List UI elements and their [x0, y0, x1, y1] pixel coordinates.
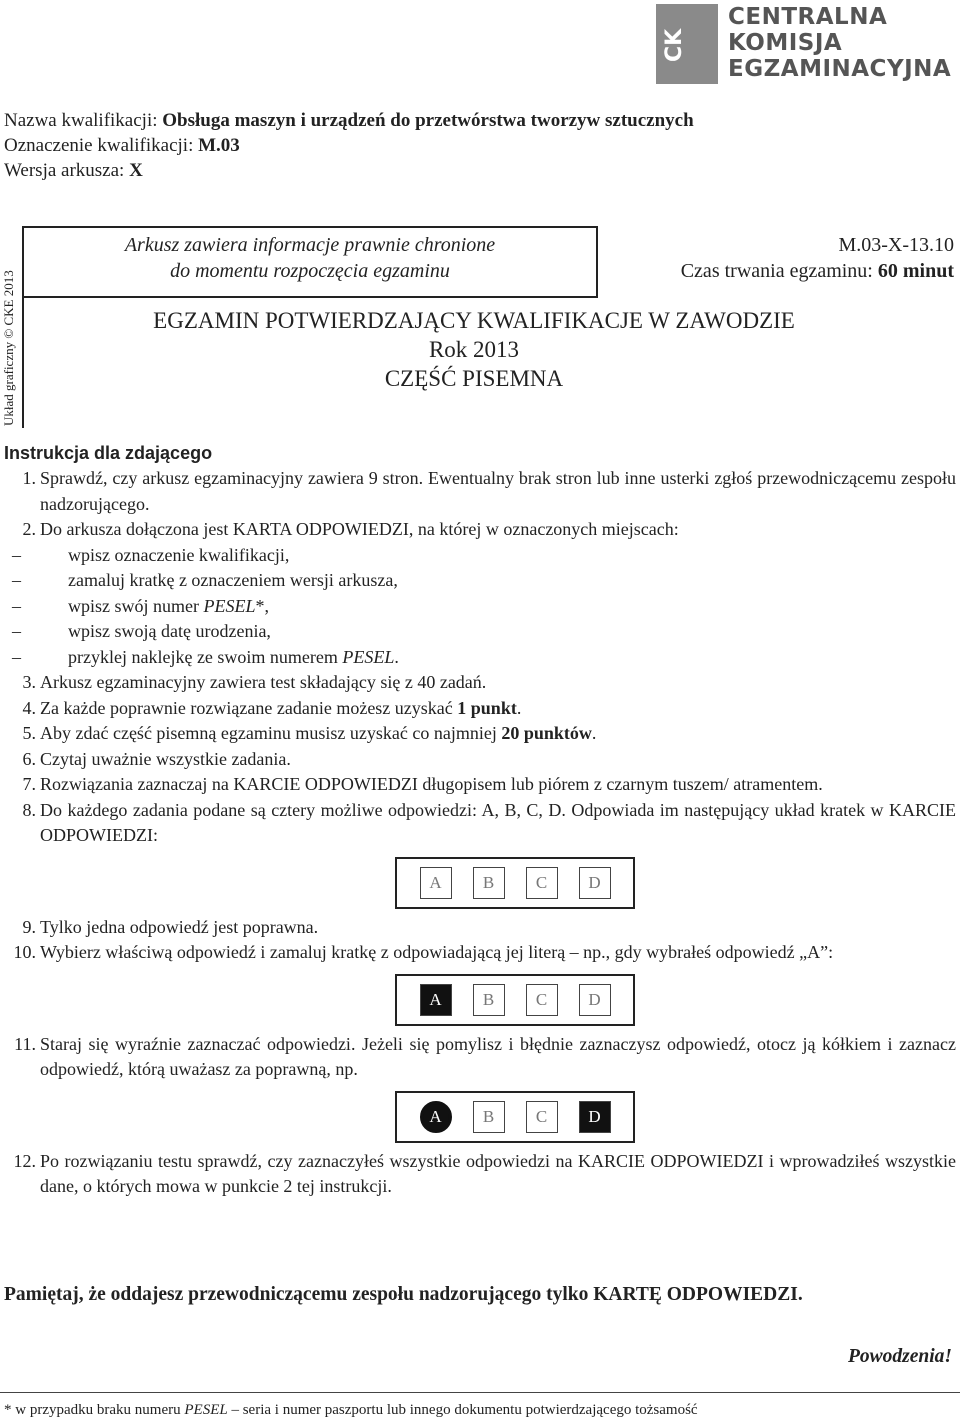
- qualification-code: M.03: [198, 135, 240, 156]
- qualification-name: Obsługa maszyn i urządzeń do przetwórstwa tworzyw sztucznych: [162, 110, 694, 131]
- exam-title-block: [24, 306, 924, 393]
- side-copyright: Układ graficzny © CKE 2013: [1, 270, 16, 426]
- answer-cell: C: [526, 867, 558, 899]
- footnote: * w przypadku braku numeru PESEL – seria i numer paszportu lub innego dokumentu potwierdzającego tożsamość: [4, 1402, 698, 1418]
- answer-grid-example: [74, 857, 956, 909]
- sub-item: – wpisz swój numer PESEL*,: [12, 595, 269, 616]
- answer-grid-corrected: [74, 1091, 956, 1143]
- answer-cell: B: [473, 867, 505, 899]
- instructions-heading: Instrukcja dla zdającego: [4, 443, 213, 463]
- instruction-item: 5. Aby zdać część pisemną egzaminu musisz uzyskać co najmniej 20 punktów.: [22, 723, 597, 743]
- sub-item: – zamaluj kratkę z oznaczeniem wersji arkusza,: [12, 570, 398, 590]
- instruction-item: 6. Czytaj uważnie wszystkie zadania.: [22, 748, 291, 769]
- instruction-item: 12. Po rozwiązaniu testu sprawdź, czy zaznaczyłeś wszystkie odpowiedzi na KARCIE ODPOWIEDZI i wprowadziłeś wszystkie dane, o których mowa w punkcie 2 tej instrukcji.: [13, 1150, 956, 1196]
- instruction-item: 1. Sprawdź, czy arkusz egzaminacyjny zawiera 9 stron. Ewentualny brak stron lub inne usterki zgłoś przewodniczącemu zespołu nadzorującego.: [22, 468, 956, 514]
- sub-item: – wpisz swoją datę urodzenia,: [12, 621, 271, 641]
- answer-cell: B: [473, 984, 505, 1016]
- answer-cell: B: [473, 1101, 505, 1133]
- sub-item: – wpisz oznaczenie kwalifikacji,: [12, 544, 290, 565]
- cke-logo-text: CENTRALNA KOMISJA EGZAMINACYJNA: [728, 4, 952, 82]
- instruction-item: 7. Rozwiązania zaznaczaj na KARCIE ODPOWIEDZI długopisem lub piórem z czarnym tuszem/ atramentem.: [22, 774, 823, 794]
- answer-cell-filled: A: [420, 984, 452, 1016]
- sheet-version: X: [129, 160, 143, 181]
- exam-title: EGZAMIN POTWIERDZAJĄCY KWALIFIKACJE W ZAWODZIE: [153, 308, 795, 333]
- instruction-item: 9. Tylko jedna odpowiedź jest poprawna.: [22, 916, 319, 937]
- answer-cell: C: [526, 1101, 558, 1133]
- duration: 60 minut: [877, 260, 954, 282]
- answer-cell: D: [579, 867, 611, 899]
- answer-cell: A: [420, 867, 452, 899]
- instruction-item: 2. Do arkusza dołączona jest KARTA ODPOWIEDZI, na której w oznaczonych miejscach:: [22, 519, 679, 539]
- good-luck: Powodzenia!: [847, 1346, 952, 1367]
- answer-cell: C: [526, 984, 558, 1016]
- answer-cell: D: [579, 984, 611, 1016]
- exam-part: CZĘŚĆ PISEMNA: [384, 366, 564, 391]
- instruction-item: 8. Do każdego zadania podane są cztery możliwe odpowiedzi: A, B, C, D. Odpowiada im następujący układ kratek w KARCIE ODPOWIEDZI:: [22, 799, 956, 845]
- qualification-header: Nazwa kwalifikacji: Obsługa maszyn i urządzeń do przetwórstwa tworzyw sztucznych Oznaczenie kwalifikacji: M.03 Wersja arkusza: X: [4, 110, 694, 181]
- answer-cell-filled: D: [579, 1101, 611, 1133]
- instruction-item: 3. Arkusz egzaminacyjny zawiera test składający się z 40 zadań.: [22, 672, 487, 692]
- sub-item: – przyklej naklejkę ze swoim numerem PESEL.: [12, 646, 399, 667]
- cke-logo-mark: CK: [656, 4, 718, 84]
- remember-note: Pamiętaj, że oddajesz przewodniczącemu zespołu nadzorującego tylko KARTĘ ODPOWIEDZI.: [4, 1284, 803, 1305]
- footnote-divider: [0, 1392, 960, 1393]
- sheet-code: M.03-X-13.10: [838, 234, 954, 256]
- notice-text: Arkusz zawiera informacje prawnie chronione do momentu rozpoczęcia egzaminu: [124, 234, 496, 282]
- answer-cell-circled: A: [420, 1101, 452, 1133]
- instruction-item: 11. Staraj się wyraźnie zaznaczać odpowiedzi. Jeżeli się pomylisz i błędnie zaznaczysz odpowiedź, otocz ją kółkiem i zaznacz odpowiedź, którą uważasz za poprawną, np.: [14, 1033, 956, 1079]
- instructions: [4, 441, 956, 1200]
- exam-year: Rok 2013: [428, 337, 520, 362]
- cke-logo: [656, 4, 960, 84]
- sheet-code-block: M.03-X-13.10 Czas trwania egzaminu: 60 minut: [680, 234, 954, 282]
- instruction-item: 4. Za każde poprawnie rozwiązane zadanie możesz uzyskać 1 punkt.: [22, 697, 522, 718]
- answer-grid-marked: [74, 974, 956, 1026]
- instruction-item: 10. Wybierz właściwą odpowiedź i zamaluj kratkę z odpowiadającą jej literą – np., gdy wybrałeś odpowiedź „A”:: [13, 942, 834, 962]
